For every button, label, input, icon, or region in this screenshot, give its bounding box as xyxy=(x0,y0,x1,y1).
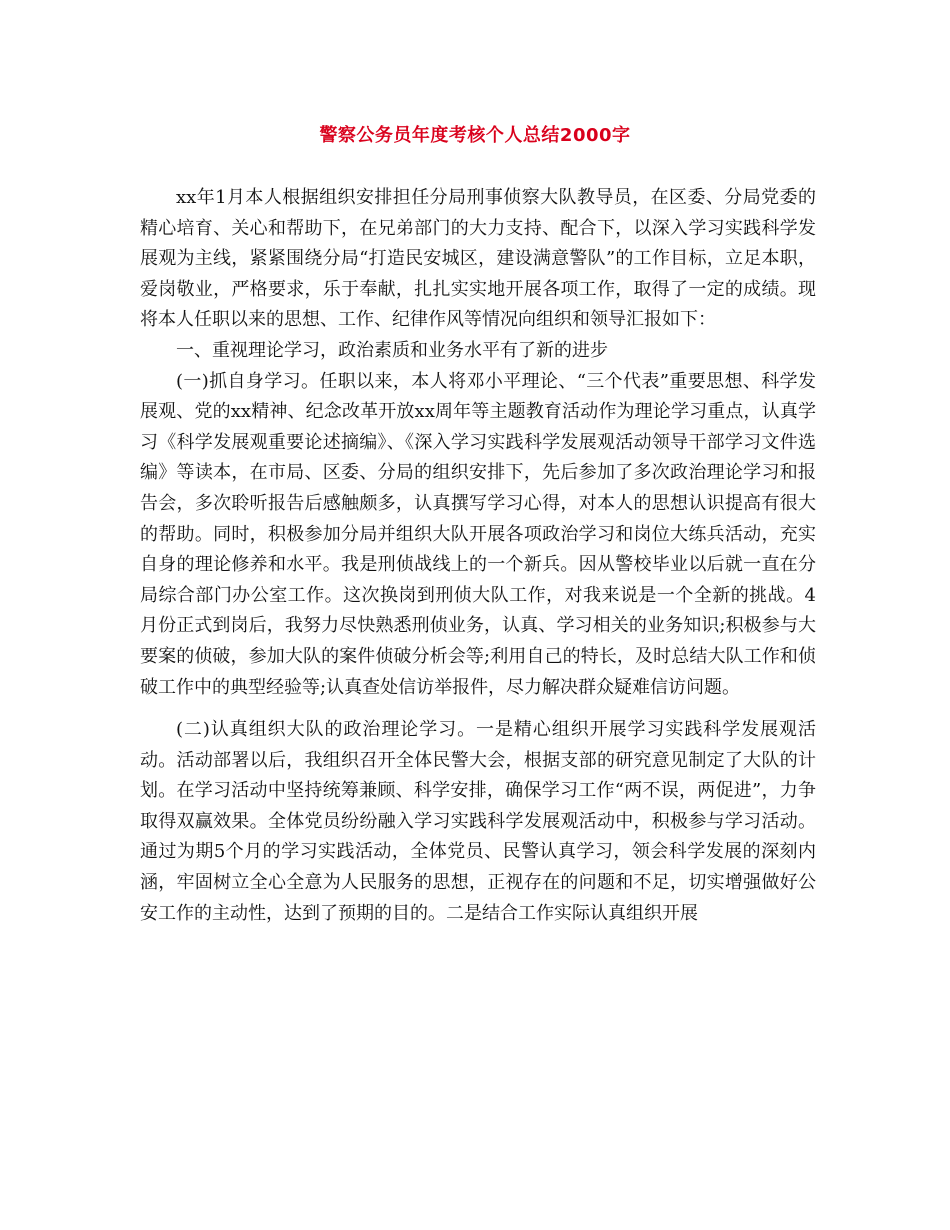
paragraph-self-study: (一)抓自身学习。任职以来，本人将邓小平理论、“三个代表”重要思想、科学发展观、党的xx精神、纪念改革开放xx周年等主题教育活动作为理论学习重点，认真学习《科学发展观重要论述摘编》、《深入学习实践科学发展观活动领导干部学习文件选编》等读本，在市局、区委、分局的组织安排下，先后参加了多次政治理论学习和报告会，多次聆听报告后感触颇多，认真撰写学习心得，对本人的思想认识提高有很大的帮助。同时，积极参加分局并组织大队开展各项政治学习和岗位大练兵活动，充实自身的理论修养和水平。我是刑侦战线上的一个新兵。因从警校毕业以后就一直在分局综合部门办公室工作。这次换岗到刑侦大队工作，对我来说是一个全新的挑战。4月份正式到岗后，我努力尽快熟悉刑侦业务，认真、学习相关的业务知识;积极参与大要案的侦破，参加大队的案件侦破分析会等;利用自己的特长，及时总结大队工作和侦破工作中的典型经验等;认真查处信访举报件，尽力解决群众疑难信访问题。 xyxy=(140,370,816,698)
document-body xyxy=(140,183,816,929)
paragraph-intro: xx年1月本人根据组织安排担任分局刑事侦察大队教导员，在区委、分局党委的精心培育、关心和帮助下，在兄弟部门的大力支持、配合下，以深入学习实践科学发展观为主线，紧紧围绕分局“打造民安城区，建设满意警队”的工作目标，立足本职，爱岗敬业，严格要求，乐于奉献，扎扎实实地开展各项工作，取得了一定的成绩。现将本人任职以来的思想、工作、纪律作风等情况向组织和领导汇报如下： xyxy=(140,187,816,331)
section-heading: 一、重视理论学习，政治素质和业务水平有了新的进步 xyxy=(176,339,608,361)
paragraph-team-study: (二)认真组织大队的政治理论学习。一是精心组织开展学习实践科学发展观活动。活动部署以后，我组织召开全体民警大会，根据支部的研究意见制定了大队的计划。在学习活动中坚持统筹兼顾、科学安排，确保学习工作“两不误，两促进”，力争取得双赢效果。全体党员纷纷融入学习实践科学发展观活动中，积极参与学习活动。通过为期5个月的学习实践活动，全体党员、民警认真学习，领会科学发展的深刻内涵，牢固树立全心全意为人民服务的思想，正视存在的问题和不足，切实增强做好公安工作的主动性，达到了预期的目的。二是结合工作实际认真组织开展 xyxy=(140,719,816,924)
document-title: 警察公务员年度考核个人总结2000字 xyxy=(319,125,631,146)
